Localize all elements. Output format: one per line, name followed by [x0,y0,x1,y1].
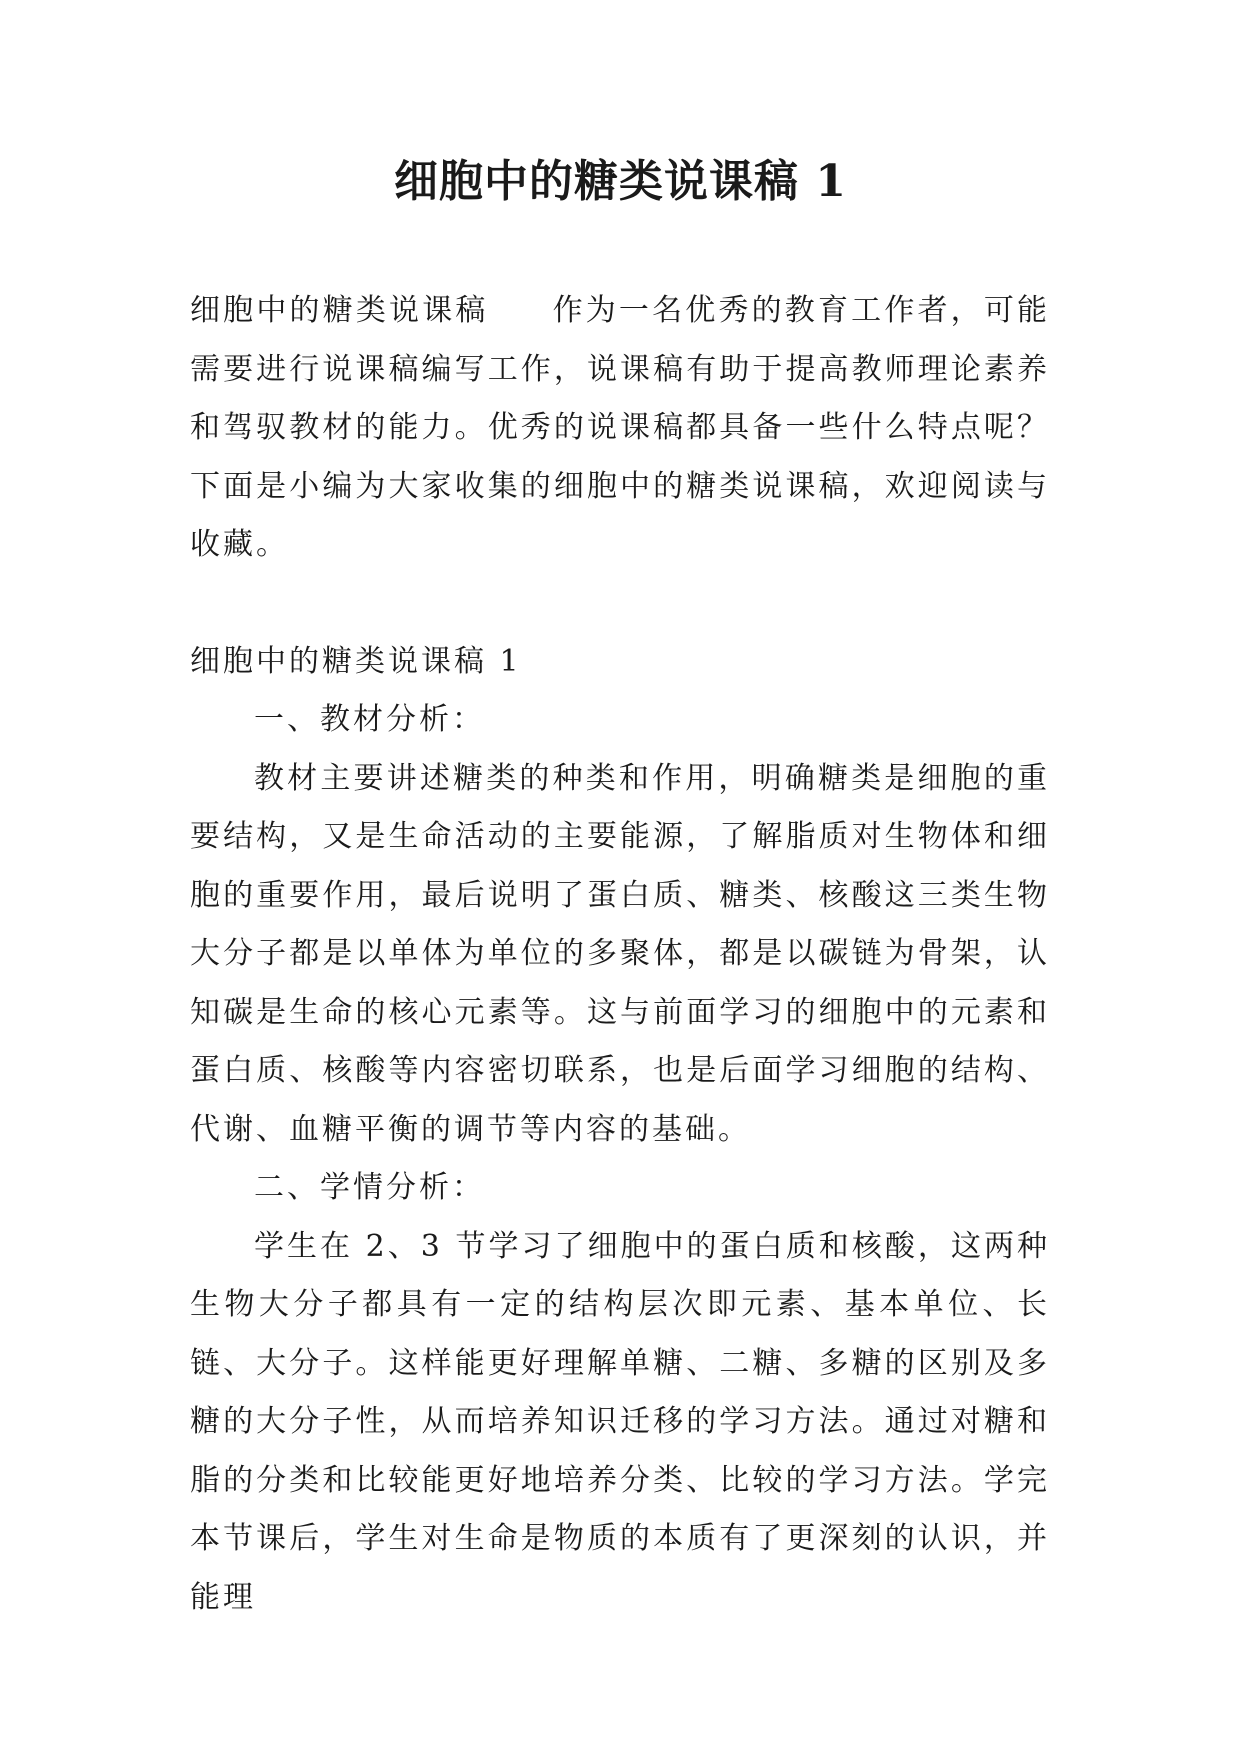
section-body-textbook-analysis: 教材主要讲述糖类的种类和作用，明确糖类是细胞的重要结构，又是生命活动的主要能源，了解脂质对生物体和细胞的重要作用，最后说明了蛋白质、糖类、核酸这三类生物大分子都是以单体为单位的多聚体，都是以碳链为骨架，认知碳是生命的核心元素等。这与前面学习的细胞中的元素和蛋白质、核酸等内容密切联系，也是后面学习细胞的结构、代谢、血糖平衡的调节等内容的基础。 [190,760,1050,1147]
section-title: 细胞中的糖类说课稿 1 [190,643,522,679]
intro-lead: 细胞中的糖类说课稿 [190,293,489,328]
section-heading-textbook-analysis: 一、教材分析： [254,702,485,737]
intro-text: 作为一名优秀的教育工作者，可能需要进行说课稿编写工作，说课稿有助于提高教师理论素养和驾驭教材的能力。优秀的说课稿都具备一些什么特点呢？下面是小编为大家收集的细胞中的糖类说课稿，欢迎阅读与收藏。 [190,293,1051,562]
document-title: 细胞中的糖类说课稿 1 [394,156,847,207]
section-heading-student-analysis: 二、学情分析： [254,1170,485,1205]
intro-paragraph [190,282,1050,575]
section-body-student-analysis: 学生在 2、3 节学习了细胞中的蛋白质和核酸，这两种生物大分子都具有一定的结构层次即元素、基本单位、长链、大分子。这样能更好理解单糖、二糖、多糖的区别及多糖的大分子性，从而培养知识迁移的学习方法。通过对糖和脂的分类和比较能更好地培养分类、比较的学习方法。学完本节课后，学生对生命是物质的本质有了更深刻的认识，并能理 [190,1228,1050,1615]
document-body [190,282,1050,1627]
